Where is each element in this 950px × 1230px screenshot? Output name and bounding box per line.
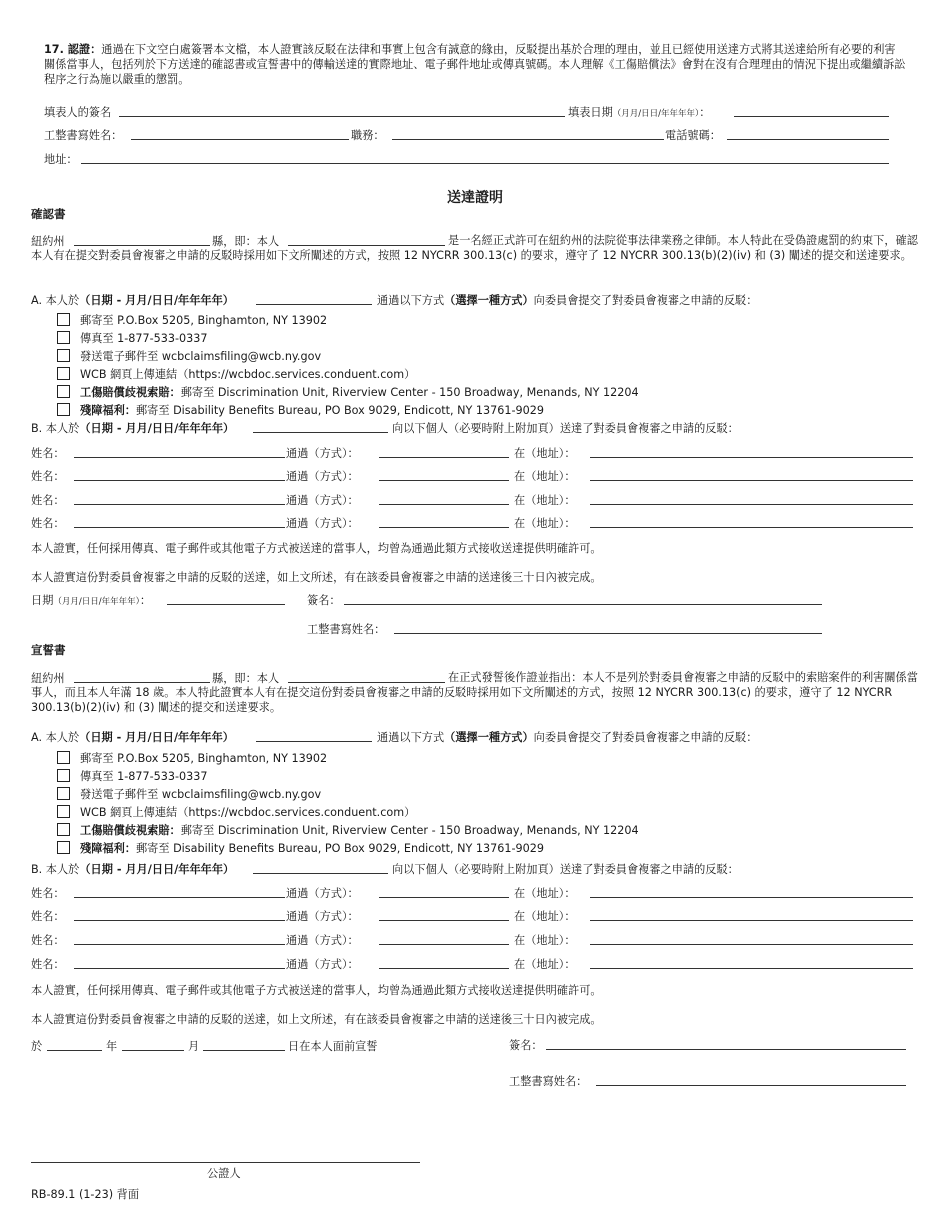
notary-label: 公證人 xyxy=(207,1167,241,1180)
affirmation-b-date-field[interactable] xyxy=(253,432,388,433)
oath-recipient-via-label-1: 通過（方式）： xyxy=(286,887,359,900)
affirmation-a-line: A. 本人於（日期 - 月月/日日/年年年年） xyxy=(31,294,234,307)
affirmation-recipient-at-field-1[interactable] xyxy=(590,457,913,458)
affirmation-recipient-at-label-2: 在（地址）： xyxy=(514,470,576,483)
oath-county-label: 縣，即：本人 xyxy=(212,672,280,685)
oath-b-date-field[interactable] xyxy=(253,873,388,874)
preparer-name-label: 工整書寫姓名： xyxy=(44,129,123,142)
oath-a-method: 通過以下方式（選擇一種方式）向委員會提交了對委員會複審之申請的反駁： xyxy=(377,731,758,744)
checkbox[interactable] xyxy=(57,385,70,398)
affirmation-recipient-name-field-2[interactable] xyxy=(74,480,285,481)
affirmation-a-method: 通過以下方式（選擇一種方式）向委員會提交了對委員會複審之申請的反駁： xyxy=(377,294,758,307)
affirmation-print-label: 工整書寫姓名： xyxy=(307,623,386,636)
affirmation-statement: 是一名經正式許可在紐約州的法院從事法律業務之律師。本人特此在受偽證處罰的約束下，確認本人有在提交對委員會複審之申請的反駁時採用如下文所闡述的方式，按照 12 NYCRR 300.13(c) 的要求，遵守了 12 NYCRR 300.13(b)(2)(iv) 和 (3) 闡述的提交和送達要求。 xyxy=(31,234,918,262)
oath-state-label: 紐約州 xyxy=(31,672,65,685)
affirmation-recipient-at-label-1: 在（地址）： xyxy=(514,447,576,460)
oath-option-web[interactable]: WCB 網頁上傳連結（https://wcbdoc.services.conduent.com） xyxy=(57,804,415,820)
oath-recipient-at-field-3[interactable] xyxy=(590,944,913,945)
form-date-label: 填表日期（月月/日日/年年年年）： xyxy=(568,106,711,119)
oath-recipient-at-field-1[interactable] xyxy=(590,897,913,898)
form-date-field[interactable] xyxy=(734,116,889,117)
address-label: 地址： xyxy=(44,153,78,166)
affirmation-recipient-via-field-3[interactable] xyxy=(379,504,509,505)
oath-recipient-at-field-2[interactable] xyxy=(590,920,913,921)
affirmation-recipient-name-label-4: 姓名： xyxy=(31,517,65,530)
affirmation-recipient-name-label-1: 姓名： xyxy=(31,447,65,460)
preparer-name-field[interactable] xyxy=(131,139,349,140)
affirmation-option-web[interactable]: WCB 網頁上傳連結（https://wcbdoc.services.conduent.com） xyxy=(57,366,415,382)
affirmation-recipient-at-field-4[interactable] xyxy=(590,527,913,528)
oath-recipient-via-field-1[interactable] xyxy=(379,897,509,898)
checkbox[interactable] xyxy=(57,313,70,326)
oath-signature-field[interactable] xyxy=(546,1049,906,1050)
oath-complete-note: 本人證實這份對委員會複審之申請的反駁的送達，如上文所述，有在該委員會複審之申請的送達後三十日內被完成。 xyxy=(31,1013,602,1026)
checkbox[interactable] xyxy=(57,769,70,782)
address-field[interactable] xyxy=(81,163,889,164)
oath-electronic-note: 本人證實，任何採用傳真、電子郵件或其他電子方式被送達的當事人，均曾為通過此類方式接收送達提供明確許可。 xyxy=(31,984,602,997)
checkbox[interactable] xyxy=(57,349,70,362)
oath-option-mail[interactable]: 郵寄至 P.O.Box 5205, Binghamton, NY 13902 xyxy=(57,750,327,766)
oath-recipient-via-field-4[interactable] xyxy=(379,968,509,969)
oath-recipient-via-field-3[interactable] xyxy=(379,944,509,945)
sworn-year-label: 年 xyxy=(106,1040,118,1053)
affirmation-option-fax[interactable]: 傳真至 1-877-533-0337 xyxy=(57,330,208,346)
affirmation-recipient-via-label-1: 通過（方式）： xyxy=(286,447,359,460)
affirmation-recipient-via-label-2: 通過（方式）： xyxy=(286,470,359,483)
oath-recipient-name-label-3: 姓名： xyxy=(31,934,65,947)
oath-statement: 在正式發誓後作證並指出：本人不是列於對委員會複審之申請的反駁中的索賠案件的利害關係當事人，而且本人年滿 18 歲。本人特此證實本人有在提交這份對委員會複審之申請的反駁時採用如下文所闡述的方式，按照 12 NYCRR 300.13(c) 的要求，遵守了 12 NYCRR 300.13(b)(2)(iv) 和 (3) 闡述的提交和送達要求。 xyxy=(31,671,918,714)
affirmation-recipient-at-field-2[interactable] xyxy=(590,480,913,481)
affirmation-b-text: 向以下個人（必要時附上附加頁）送達了對委員會複審之申請的反駁： xyxy=(392,422,739,435)
oath-recipient-via-label-2: 通過（方式）： xyxy=(286,910,359,923)
oath-recipient-name-field-1[interactable] xyxy=(74,897,285,898)
sworn-year-field[interactable] xyxy=(122,1050,184,1051)
certification-text: 17. 認證：通過在下文空白處簽署本文檔，本人證實該反駁在法律和事實上包含有誠意的緣由，反駁提出基於合理的理由，並且已經使用送達方式將其送達給所有必要的利害關係當事人，包括列於下方送達的確認書或宣誓書中的傳輸送達的實際地址、電子郵件地址或傳真號碼。本人理解《工傷賠償法》會對在沒有合理理由的情況下提出或繼續訴訟程序之行為施以嚴重的懲罰。 xyxy=(44,43,906,86)
sworn-month-label: 月 xyxy=(188,1040,200,1053)
proof-of-service-title: 送達證明 xyxy=(447,190,503,206)
oath-print-name-field[interactable] xyxy=(596,1085,906,1086)
affirmation-b-line: B. 本人於（日期 - 月月/日日/年年年年） xyxy=(31,422,235,435)
affirmation-state-label: 紐約州 xyxy=(31,235,65,248)
oath-recipient-via-label-3: 通過（方式）： xyxy=(286,934,359,947)
oath-print-label: 工整書寫姓名： xyxy=(509,1075,588,1088)
oath-recipient-at-label-4: 在（地址）： xyxy=(514,958,576,971)
oath-recipient-at-label-2: 在（地址）： xyxy=(514,910,576,923)
oath-option-disability[interactable]: 殘障福利：郵寄至 Disability Benefits Bureau, PO Box 9029, Endicott, NY 13761-9029 xyxy=(57,840,544,856)
oath-recipient-name-label-4: 姓名： xyxy=(31,958,65,971)
checkbox[interactable] xyxy=(57,403,70,416)
affirmation-county-label: 縣，即：本人 xyxy=(212,235,280,248)
oath-a-line: A. 本人於（日期 - 月月/日日/年年年年） xyxy=(31,731,234,744)
sworn-day-label: 日在本人面前宣誓 xyxy=(288,1040,378,1053)
affirmation-recipient-at-label-4: 在（地址）： xyxy=(514,517,576,530)
affirmation-recipient-name-label-3: 姓名： xyxy=(31,494,65,507)
oath-sign-label: 簽名： xyxy=(509,1039,543,1052)
oath-recipient-via-field-2[interactable] xyxy=(379,920,509,921)
oath-heading: 宣誓書 xyxy=(31,643,66,657)
affirmation-recipient-name-field-1[interactable] xyxy=(74,457,285,458)
checkbox[interactable] xyxy=(57,841,70,854)
form-footer-id: RB-89.1 (1-23) 背面 xyxy=(31,1188,140,1201)
oath-recipient-at-label-3: 在（地址）： xyxy=(514,934,576,947)
oath-recipient-name-field-3[interactable] xyxy=(74,944,285,945)
affirmation-date-field[interactable] xyxy=(167,604,285,605)
oath-recipient-name-label-1: 姓名： xyxy=(31,887,65,900)
checkbox[interactable] xyxy=(57,805,70,818)
affirmation-recipient-via-field-1[interactable] xyxy=(379,457,509,458)
oath-recipient-name-label-2: 姓名： xyxy=(31,910,65,923)
affirmation-recipient-via-field-2[interactable] xyxy=(379,480,509,481)
sworn-day-field[interactable] xyxy=(47,1050,102,1051)
oath-b-text: 向以下個人（必要時附上附加頁）送達了對委員會複審之申請的反駁： xyxy=(392,863,739,876)
affirmation-date-label: 日期（月月/日日/年年年年）： xyxy=(31,594,152,607)
signer-signature-field[interactable] xyxy=(119,116,565,117)
notary-signature-field[interactable] xyxy=(31,1162,420,1163)
oath-recipient-via-label-4: 通過（方式）： xyxy=(286,958,359,971)
title-field[interactable] xyxy=(392,139,664,140)
checkbox[interactable] xyxy=(57,367,70,380)
affirmation-heading: 確認書 xyxy=(31,207,66,221)
affirmation-recipient-at-field-3[interactable] xyxy=(590,504,913,505)
checkbox[interactable] xyxy=(57,331,70,344)
affirmation-a-date-field[interactable] xyxy=(256,304,372,305)
affirmation-recipient-via-label-4: 通過（方式）： xyxy=(286,517,359,530)
sworn-month-field[interactable] xyxy=(203,1050,285,1051)
affirmation-option-discrimination[interactable]: 工傷賠償歧視索賠：郵寄至 Discrimination Unit, Riverview Center - 150 Broadway, Menands, NY 12204 xyxy=(57,384,639,400)
signer-signature-label: 填表人的簽名 xyxy=(44,106,112,119)
oath-a-date-field[interactable] xyxy=(256,741,372,742)
oath-option-fax[interactable]: 傳真至 1-877-533-0337 xyxy=(57,768,208,784)
oath-b-line: B. 本人於（日期 - 月月/日日/年年年年） xyxy=(31,863,235,876)
oath-recipient-at-field-4[interactable] xyxy=(590,968,913,969)
oath-recipient-at-label-1: 在（地址）： xyxy=(514,887,576,900)
title-label: 職務： xyxy=(351,129,385,142)
phone-field[interactable] xyxy=(727,139,889,140)
phone-label: 電話號碼： xyxy=(665,129,721,142)
checkbox[interactable] xyxy=(57,751,70,764)
affirmation-recipient-name-field-4[interactable] xyxy=(74,527,285,528)
oath-option-email[interactable]: 發送電子郵件至 wcbclaimsfiling@wcb.ny.gov xyxy=(57,786,321,802)
affirmation-recipient-name-field-3[interactable] xyxy=(74,504,285,505)
affirmation-recipient-via-label-3: 通過（方式）： xyxy=(286,494,359,507)
oath-option-discrimination[interactable]: 工傷賠償歧視索賠：郵寄至 Discrimination Unit, Riverview Center - 150 Broadway, Menands, NY 12204 xyxy=(57,822,639,838)
affirmation-option-mail[interactable]: 郵寄至 P.O.Box 5205, Binghamton, NY 13902 xyxy=(57,312,327,328)
sworn-on-label: 於 xyxy=(31,1040,43,1053)
affirmation-option-email[interactable]: 發送電子郵件至 wcbclaimsfiling@wcb.ny.gov xyxy=(57,348,321,364)
affirmation-signature-field[interactable] xyxy=(344,604,822,605)
oath-recipient-name-field-4[interactable] xyxy=(74,968,285,969)
affirmation-recipient-name-label-2: 姓名： xyxy=(31,470,65,483)
affirmation-electronic-note: 本人證實，任何採用傳真、電子郵件或其他電子方式被送達的當事人，均曾為通過此類方式接收送達提供明確許可。 xyxy=(31,542,602,555)
affirmation-recipient-at-label-3: 在（地址）： xyxy=(514,494,576,507)
checkbox[interactable] xyxy=(57,787,70,800)
oath-recipient-name-field-2[interactable] xyxy=(74,920,285,921)
affirmation-recipient-via-field-4[interactable] xyxy=(379,527,509,528)
affirmation-complete-note: 本人證實這份對委員會複審之申請的反駁的送達，如上文所述，有在該委員會複審之申請的送達後三十日內被完成。 xyxy=(31,571,602,584)
affirmation-sign-label: 簽名： xyxy=(307,594,341,607)
affirmation-option-disability[interactable]: 殘障福利：郵寄至 Disability Benefits Bureau, PO Box 9029, Endicott, NY 13761-9029 xyxy=(57,402,544,418)
checkbox[interactable] xyxy=(57,823,70,836)
affirmation-print-name-field[interactable] xyxy=(394,633,822,634)
